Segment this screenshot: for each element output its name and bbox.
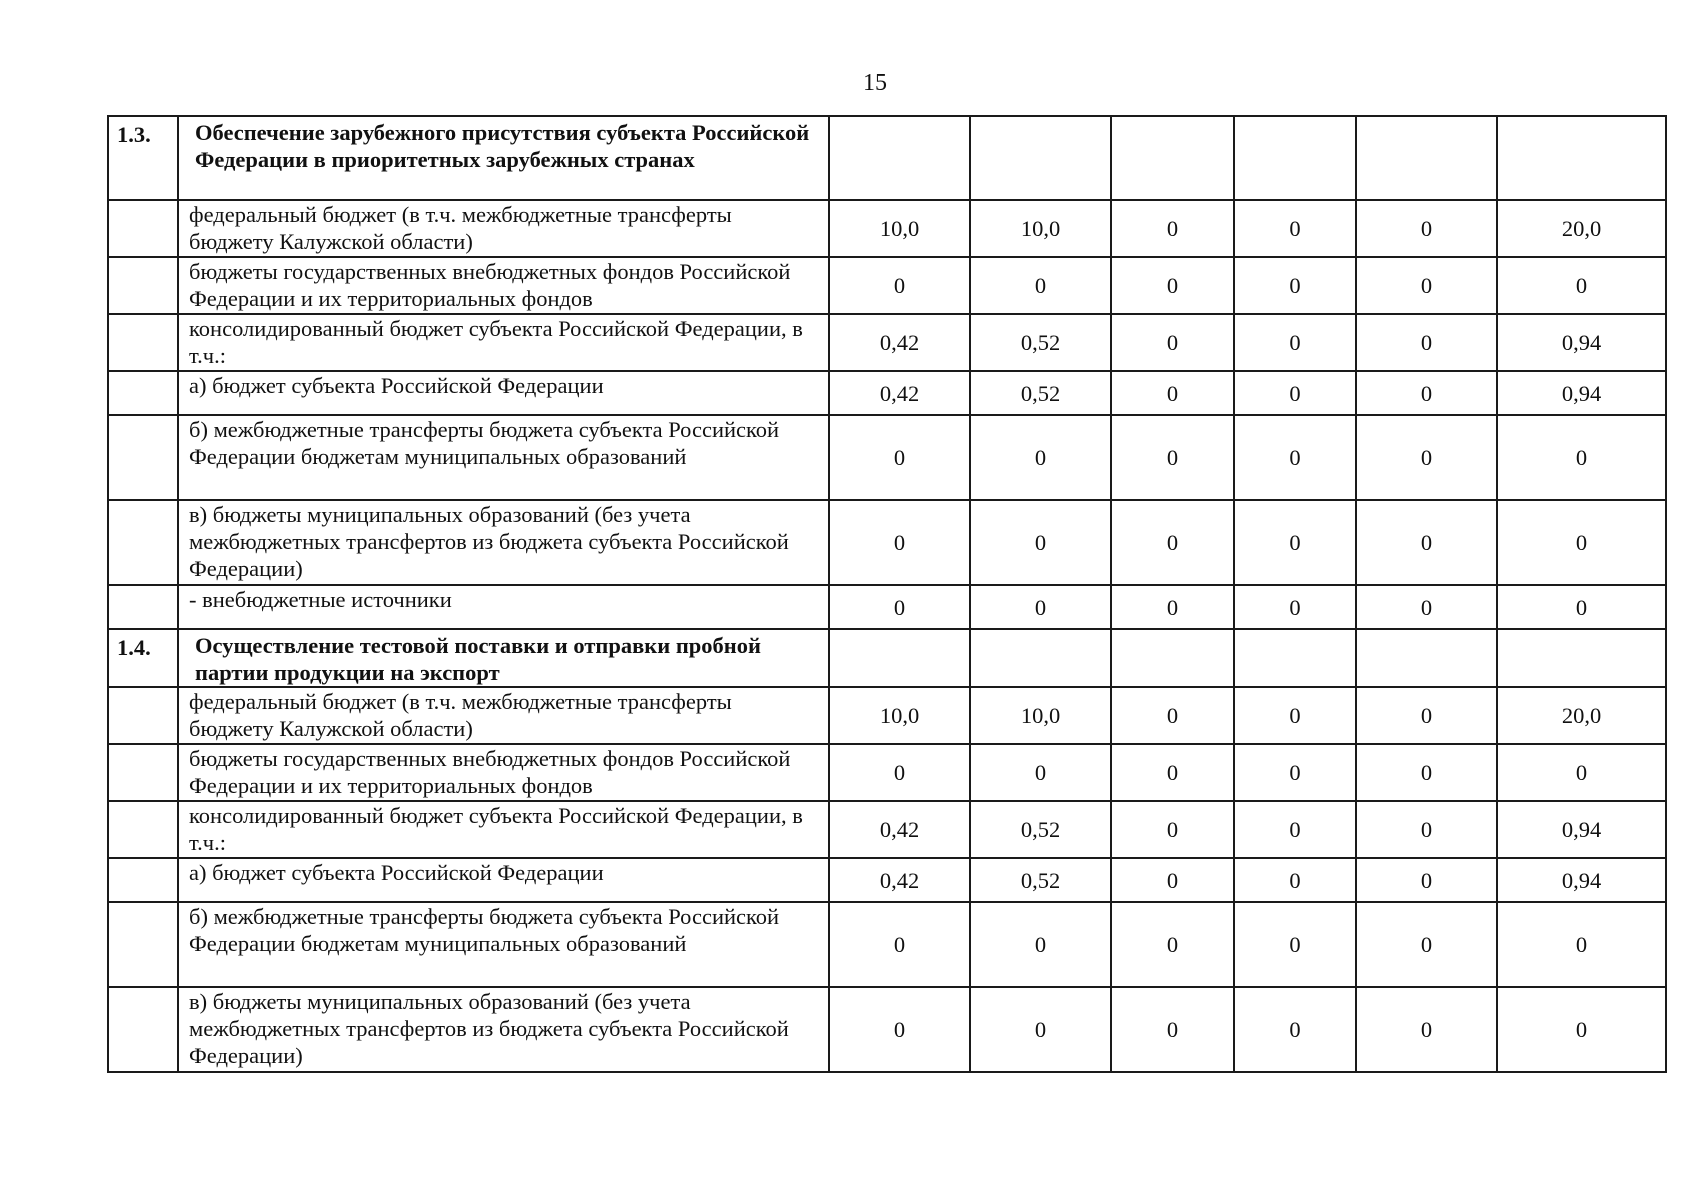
value-cell: 0 xyxy=(1111,744,1234,801)
value-cell: 0,52 xyxy=(970,858,1111,902)
table-row xyxy=(108,200,1666,257)
section-title: Осуществление тестовой поставки и отправки пробной партии продукции на экспорт xyxy=(178,629,829,687)
value-cell: 0 xyxy=(1234,257,1356,314)
value-cell: 0 xyxy=(1234,987,1356,1072)
value-cell: 0 xyxy=(1234,801,1356,858)
empty-value-cell xyxy=(1234,629,1356,687)
value-cell: 0 xyxy=(1234,200,1356,257)
value-cell: 0 xyxy=(829,257,970,314)
row-label: федеральный бюджет (в т.ч. межбюджетные трансферты бюджету Калужской области) xyxy=(178,200,829,257)
value-cell: 0 xyxy=(1234,415,1356,500)
value-cell: 0 xyxy=(1234,500,1356,585)
empty-index-cell xyxy=(108,585,178,629)
value-cell: 0,42 xyxy=(829,801,970,858)
value-cell: 0,94 xyxy=(1497,314,1666,371)
table-row xyxy=(108,987,1666,1072)
table-row xyxy=(108,314,1666,371)
value-cell: 0 xyxy=(829,500,970,585)
value-cell: 0 xyxy=(1111,902,1234,987)
row-label: бюджеты государственных внебюджетных фондов Российской Федерации и их территориальных фондов xyxy=(178,744,829,801)
value-cell: 0 xyxy=(1356,858,1497,902)
empty-index-cell xyxy=(108,314,178,371)
row-label: консолидированный бюджет субъекта Российской Федерации, в т.ч.: xyxy=(178,801,829,858)
value-cell: 0,52 xyxy=(970,801,1111,858)
row-label: бюджеты государственных внебюджетных фондов Российской Федерации и их территориальных фондов xyxy=(178,257,829,314)
empty-value-cell xyxy=(1497,116,1666,200)
row-label: федеральный бюджет (в т.ч. межбюджетные трансферты бюджету Калужской области) xyxy=(178,687,829,744)
empty-index-cell xyxy=(108,500,178,585)
value-cell: 0,52 xyxy=(970,371,1111,415)
value-cell: 0,42 xyxy=(829,371,970,415)
value-cell: 0 xyxy=(1234,314,1356,371)
empty-index-cell xyxy=(108,744,178,801)
value-cell: 0 xyxy=(970,257,1111,314)
empty-index-cell xyxy=(108,987,178,1072)
value-cell: 0 xyxy=(1111,257,1234,314)
empty-index-cell xyxy=(108,257,178,314)
value-cell: 0 xyxy=(1111,500,1234,585)
value-cell: 0 xyxy=(1111,801,1234,858)
empty-value-cell xyxy=(1234,116,1356,200)
empty-value-cell xyxy=(1356,629,1497,687)
empty-value-cell xyxy=(970,116,1111,200)
row-label: - внебюджетные источники xyxy=(178,585,829,629)
value-cell: 0 xyxy=(829,415,970,500)
table-row xyxy=(108,500,1666,585)
value-cell: 0 xyxy=(1356,415,1497,500)
value-cell: 0 xyxy=(1356,371,1497,415)
value-cell: 0 xyxy=(1356,902,1497,987)
table-row xyxy=(108,801,1666,858)
table-row xyxy=(108,687,1666,744)
empty-index-cell xyxy=(108,801,178,858)
value-cell: 0 xyxy=(829,744,970,801)
empty-index-cell xyxy=(108,415,178,500)
value-cell: 0 xyxy=(1356,500,1497,585)
section-header-row xyxy=(108,116,1666,200)
value-cell: 0 xyxy=(829,902,970,987)
section-index: 1.4. xyxy=(108,629,178,687)
value-cell: 0 xyxy=(1111,415,1234,500)
value-cell: 0,52 xyxy=(970,314,1111,371)
empty-index-cell xyxy=(108,687,178,744)
value-cell: 0 xyxy=(1234,687,1356,744)
empty-value-cell xyxy=(829,629,970,687)
page-number: 15 xyxy=(863,70,887,96)
value-cell: 0 xyxy=(1111,585,1234,629)
value-cell: 0 xyxy=(829,987,970,1072)
value-cell: 0 xyxy=(970,987,1111,1072)
empty-value-cell xyxy=(1111,629,1234,687)
value-cell: 20,0 xyxy=(1497,687,1666,744)
value-cell: 0 xyxy=(1234,585,1356,629)
value-cell: 0 xyxy=(1497,257,1666,314)
value-cell: 0 xyxy=(1497,744,1666,801)
value-cell: 0 xyxy=(1497,585,1666,629)
value-cell: 0,42 xyxy=(829,858,970,902)
value-cell: 0,42 xyxy=(829,314,970,371)
value-cell: 0 xyxy=(1356,801,1497,858)
value-cell: 0 xyxy=(1111,858,1234,902)
value-cell: 0 xyxy=(1497,500,1666,585)
value-cell: 0 xyxy=(1234,902,1356,987)
section-index: 1.3. xyxy=(108,116,178,200)
value-cell: 0 xyxy=(970,415,1111,500)
value-cell: 0 xyxy=(1356,687,1497,744)
row-label: в) бюджеты муниципальных образований (без учета межбюджетных трансфертов из бюджета субъекта Российской Федерации) xyxy=(178,500,829,585)
value-cell: 0 xyxy=(970,744,1111,801)
value-cell: 20,0 xyxy=(1497,200,1666,257)
value-cell: 0 xyxy=(1497,987,1666,1072)
empty-value-cell xyxy=(1356,116,1497,200)
empty-index-cell xyxy=(108,371,178,415)
section-title: Обеспечение зарубежного присутствия субъекта Российской Федерации в приоритетных зарубежных странах xyxy=(178,116,829,200)
empty-index-cell xyxy=(108,200,178,257)
value-cell: 0 xyxy=(1356,744,1497,801)
value-cell: 10,0 xyxy=(829,687,970,744)
table-row xyxy=(108,371,1666,415)
row-label: б) межбюджетные трансферты бюджета субъекта Российской Федерации бюджетам муниципальных образований xyxy=(178,415,829,500)
table-row xyxy=(108,858,1666,902)
value-cell: 10,0 xyxy=(829,200,970,257)
value-cell: 0 xyxy=(829,585,970,629)
value-cell: 0 xyxy=(1356,257,1497,314)
value-cell: 0,94 xyxy=(1497,371,1666,415)
table-row xyxy=(108,415,1666,500)
value-cell: 10,0 xyxy=(970,200,1111,257)
row-label: в) бюджеты муниципальных образований (без учета межбюджетных трансфертов из бюджета субъекта Российской Федерации) xyxy=(178,987,829,1072)
empty-value-cell xyxy=(1111,116,1234,200)
value-cell: 0 xyxy=(1497,902,1666,987)
value-cell: 0 xyxy=(1111,314,1234,371)
table-row xyxy=(108,257,1666,314)
empty-index-cell xyxy=(108,858,178,902)
value-cell: 0 xyxy=(1111,687,1234,744)
budget-table xyxy=(107,115,1667,1073)
table-row xyxy=(108,744,1666,801)
value-cell: 0 xyxy=(970,902,1111,987)
value-cell: 0,94 xyxy=(1497,801,1666,858)
value-cell: 0 xyxy=(1111,987,1234,1072)
row-label: а) бюджет субъекта Российской Федерации xyxy=(178,371,829,415)
value-cell: 0 xyxy=(1111,371,1234,415)
value-cell: 0 xyxy=(1111,200,1234,257)
table-row xyxy=(108,585,1666,629)
row-label: а) бюджет субъекта Российской Федерации xyxy=(178,858,829,902)
value-cell: 0 xyxy=(1497,415,1666,500)
value-cell: 0 xyxy=(970,500,1111,585)
empty-value-cell xyxy=(829,116,970,200)
value-cell: 10,0 xyxy=(970,687,1111,744)
value-cell: 0 xyxy=(1356,987,1497,1072)
value-cell: 0 xyxy=(1234,371,1356,415)
table-row xyxy=(108,902,1666,987)
value-cell: 0 xyxy=(970,585,1111,629)
row-label: б) межбюджетные трансферты бюджета субъекта Российской Федерации бюджетам муниципальных образований xyxy=(178,902,829,987)
value-cell: 0 xyxy=(1234,744,1356,801)
section-header-row xyxy=(108,629,1666,687)
row-label: консолидированный бюджет субъекта Российской Федерации, в т.ч.: xyxy=(178,314,829,371)
empty-value-cell xyxy=(1497,629,1666,687)
value-cell: 0 xyxy=(1234,858,1356,902)
value-cell: 0 xyxy=(1356,314,1497,371)
empty-value-cell xyxy=(970,629,1111,687)
empty-index-cell xyxy=(108,902,178,987)
value-cell: 0,94 xyxy=(1497,858,1666,902)
value-cell: 0 xyxy=(1356,200,1497,257)
value-cell: 0 xyxy=(1356,585,1497,629)
